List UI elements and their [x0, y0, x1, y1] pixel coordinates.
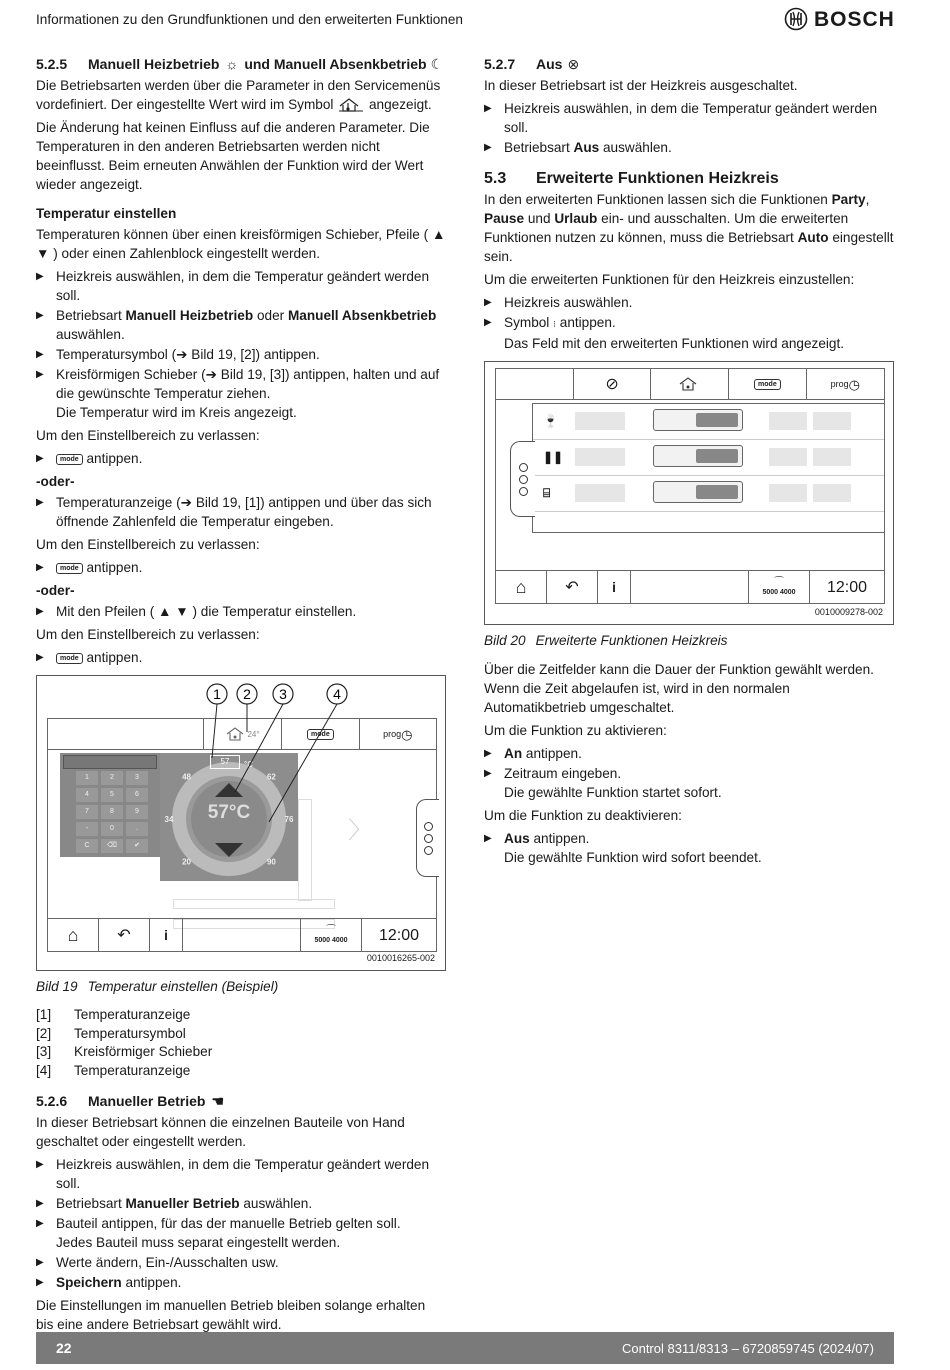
step-list	[36, 1155, 446, 1292]
off-icon: ⊗	[567, 56, 580, 72]
list-item: ▶ Zeitraum eingeben. Die gewählte Funktion startet sofort.	[484, 764, 894, 802]
figure-19	[36, 675, 446, 971]
tab-mode[interactable]	[728, 369, 805, 399]
list-item: ▶ mode antippen.	[36, 449, 446, 468]
info-button[interactable]	[598, 571, 631, 603]
legend-row	[36, 1062, 446, 1081]
right-column	[484, 55, 894, 871]
callout-number: 3	[279, 686, 287, 702]
paragraph: Die Änderung hat keinen Einfluss auf die anderen Parameter. Die Temperaturen in den anderen Betriebsarten werden nicht beeinflusst. Beim erneuten Anwählen der Funktion wird der Wert wieder angezeigt.	[36, 120, 430, 192]
time-field[interactable]	[813, 412, 851, 430]
sun-icon: ☼	[225, 56, 239, 72]
back-icon: ↶	[117, 926, 131, 944]
dial-tick-label: 76	[284, 815, 294, 824]
legend-value: Temperaturanzeige	[74, 1062, 191, 1078]
house-temperature-icon	[337, 97, 365, 113]
list-item: ▶ Symbol ⁝ antippen. Das Feld mit den erweiterten Funktionen wird angezeigt.	[484, 313, 894, 353]
section-5-2-6-heading: 5.2.6 Manueller Betrieb ☚	[36, 1093, 225, 1109]
list-item: ▶ Heizkreis auswählen.	[484, 293, 894, 312]
check-circle-icon: ⊘	[605, 375, 619, 393]
arrow-down-icon: ▼	[175, 604, 189, 619]
paragraph: Über die Zeitfelder kann die Dauer der Funktion gewählt werden. Wenn die Zeit abgelaufen ist, wird in den normalen Automatikbetrieb umgeschaltet.	[484, 662, 874, 715]
list-item: ▶ Werte ändern, Ein-/Ausschalten usw.	[36, 1253, 446, 1272]
list-item: ▶ Aus antippen. Die gewählte Funktion wird sofort beendet.	[484, 829, 894, 867]
callout-line	[212, 704, 217, 758]
callout-number: 1	[213, 686, 221, 702]
paragraph: Um die erweiterten Funktionen für den Heizkreis einzustellen:	[484, 272, 855, 287]
paragraph: Um die Funktion zu aktivieren:	[484, 723, 667, 738]
running-header: Informationen zu den Grundfunktionen und den erweiterten Funktionen	[36, 12, 463, 27]
keypad-key[interactable]: 6	[126, 788, 148, 802]
figure-caption: Bild 19 Temperatur einstellen (Beispiel)	[36, 979, 279, 994]
list-item: ▶ Temperaturanzeige (➔ Bild 19, [1]) antippen und über das sich öffnende Zahlenfeld die Temperatur eingeben.	[36, 493, 446, 531]
gauge-icon: ⌒	[774, 576, 784, 588]
mode-icon: mode	[307, 729, 334, 740]
paragraph: Um den Einstellbereich zu verlassen:	[36, 428, 260, 443]
or-separator: -oder-	[36, 583, 75, 598]
bottom-bar	[496, 570, 884, 603]
controller-screen	[495, 368, 885, 604]
circle-icon	[519, 487, 528, 496]
info-icon: i	[164, 927, 168, 943]
clock-icon: ◷	[401, 726, 413, 742]
legend-key: [4]	[36, 1062, 52, 1078]
pause-icon: ❚❚	[543, 450, 564, 464]
temperature-big: 57°C	[207, 802, 251, 823]
dial-tick-label: 34	[164, 815, 174, 824]
legend-value: Temperatursymbol	[74, 1025, 186, 1041]
hand-icon: ☚	[211, 1093, 225, 1109]
paragraph: Temperaturen können über einen kreisförmigen Schieber, Pfeile ( ▲ ▼ ) oder einen Zahlenblock eingestellt werden.	[36, 227, 446, 261]
function-row[interactable]	[533, 404, 884, 440]
time-field[interactable]	[769, 412, 807, 430]
clock-display: 12:00	[826, 578, 868, 596]
list-item: ▶ Kreisförmigen Schieber (➔ Bild 19, [3]) antippen, halten und auf die gewünschte Temperatur ziehen. Die Temperatur wird im Kreis angezeigt.	[36, 365, 446, 422]
keypad-key[interactable]: 1	[76, 771, 98, 785]
figure-id: 0010009278-002	[814, 607, 883, 617]
step-list	[36, 602, 446, 621]
arrow-up-icon: ▲	[158, 604, 176, 619]
legend-key: [3]	[36, 1044, 52, 1059]
figure-caption: Bild 20 Erweiterte Funktionen Heizkreis	[484, 633, 728, 648]
more-functions-button[interactable]	[510, 441, 535, 517]
toggle-switch[interactable]	[653, 481, 743, 503]
callout-line	[266, 704, 337, 822]
tab-auto[interactable]	[573, 369, 649, 399]
chevron-right-icon[interactable]: 〉	[348, 817, 372, 844]
subheading: Temperatur einstellen	[36, 206, 177, 221]
callout-line	[235, 704, 283, 792]
tab-temperature[interactable]	[650, 369, 728, 399]
circle-icon	[519, 463, 528, 472]
dial-tick-label: 20	[182, 857, 192, 867]
callout-number: 4	[333, 686, 341, 702]
list-item: ▶ Heizkreis auswählen, in dem die Temperatur geändert werden soll.	[36, 267, 446, 305]
step-list	[36, 267, 446, 422]
legend-value: Kreisförmiger Schieber	[74, 1044, 213, 1059]
circle-icon	[519, 475, 528, 484]
keypad-key[interactable]: 3	[126, 771, 148, 785]
power-gauge: ⌒ 5000 4000	[300, 919, 362, 951]
step-list	[36, 558, 446, 577]
step-list	[36, 449, 446, 468]
mode-icon: mode	[56, 653, 83, 664]
top-tab-bar	[496, 369, 884, 400]
legend-key: [1]	[36, 1007, 52, 1022]
callout-number: 2	[243, 686, 251, 702]
toggle-switch[interactable]	[653, 409, 743, 431]
function-row[interactable]	[533, 476, 884, 512]
keypad-key[interactable]: 5	[101, 788, 123, 802]
info-icon: i	[612, 579, 616, 595]
step-list	[484, 829, 894, 867]
keypad-key[interactable]: 9	[126, 805, 148, 819]
paragraph: Um die Funktion zu deaktivieren:	[484, 808, 682, 823]
list-item: ▶ Speichern antippen.	[36, 1273, 446, 1292]
time-field[interactable]	[813, 448, 851, 466]
mode-icon: mode	[56, 563, 83, 574]
function-row[interactable]	[533, 440, 884, 476]
tab-program[interactable]: prog ◷	[359, 719, 436, 749]
step-list	[484, 744, 894, 802]
dial-tick-label: 48	[182, 772, 192, 782]
time-field[interactable]	[813, 484, 851, 502]
keypad-key[interactable]: 8	[101, 805, 123, 819]
list-item: ▶ An antippen.	[484, 744, 894, 763]
section-5-2-7-heading: 5.2.7 Aus ⊗	[484, 56, 580, 72]
paragraph: In dieser Betriebsart ist der Heizkreis ausgeschaltet.	[484, 78, 798, 93]
step-list	[484, 293, 894, 353]
power-gauge: ⌒ 5000 4000	[748, 571, 810, 603]
step-list	[484, 99, 894, 157]
toggle-knob	[696, 449, 738, 463]
keypad-key[interactable]: .	[126, 822, 148, 836]
legend-value: Temperaturanzeige	[74, 1007, 191, 1022]
tab-program[interactable]: prog ◷	[806, 369, 884, 399]
list-item: ▶ Heizkreis auswählen, in dem die Temperatur geändert werden soll.	[484, 99, 894, 137]
list-item: ▶ mode antippen.	[36, 648, 446, 667]
keypad-key[interactable]: 0	[101, 822, 123, 836]
paragraph: Die Betriebsarten werden über die Parameter in den Servicemenüs vordefiniert. Der eingestellte Wert wird im Symbol angezeigt.	[36, 78, 441, 112]
keypad-key[interactable]: 7	[76, 805, 98, 819]
toggle-switch[interactable]	[653, 445, 743, 467]
figure-id: 0010016265-002	[366, 953, 435, 963]
figure-20	[484, 361, 894, 625]
keypad-key[interactable]: C	[76, 839, 98, 853]
list-item: ▶ Betriebsart Manueller Betrieb auswählen.	[36, 1194, 446, 1213]
three-dots-icon: ⁝	[553, 319, 556, 329]
bosch-logo	[784, 7, 895, 31]
party-glasses-icon: 🍷	[543, 414, 558, 428]
document-id: Control 8311/8313 – 6720859745 (2024/07)	[621, 1341, 874, 1356]
temperature-small: 57	[210, 755, 240, 769]
keypad-key[interactable]: -	[76, 822, 98, 836]
list-item: ▶ Betriebsart Manuell Heizbetrieb oder Manuell Absenkbetrieb auswählen.	[36, 306, 446, 344]
gauge-icon: ⌒	[326, 924, 336, 936]
legend-row	[36, 1043, 446, 1062]
dial-tick-label: 62	[266, 772, 276, 782]
arrow-down-icon: ▼	[36, 246, 50, 261]
paragraph: Die Einstellungen im manuellen Betrieb bleiben solange erhalten bis eine andere Betriebsart gewählt wird.	[36, 1298, 426, 1332]
list-item: ▶ mode antippen.	[36, 558, 446, 577]
house-temperature-icon	[678, 376, 700, 392]
temperature-dial-panel: 48 62 34 76 20 90 57 °C 57°C	[160, 753, 298, 881]
section-5-2-5-heading: 5.2.5 Manuell Heizbetrieb ☼ und Manuell Absenkbetrieb ☾	[36, 56, 444, 72]
clock-icon: ◷	[848, 376, 860, 392]
bosch-armature-icon	[784, 7, 808, 31]
keypad-key[interactable]: 2	[101, 771, 123, 785]
callout-lines	[37, 676, 445, 970]
clock-display: 12:00	[378, 926, 420, 944]
home-icon: ⌂	[67, 924, 79, 945]
paragraph: In dieser Betriebsart können die einzelnen Bauteile von Hand geschaltet oder eingestellt werden.	[36, 1115, 405, 1149]
paragraph: Um den Einstellbereich zu verlassen:	[36, 627, 260, 642]
list-item: ▶ Mit den Pfeilen ( ▲ ▼ ) die Temperatur einstellen.	[36, 602, 446, 621]
time-field[interactable]	[575, 412, 625, 430]
back-icon: ↶	[565, 578, 579, 596]
paragraph: In den erweiterten Funktionen lassen sich die Funktionen Party, Pause und Urlaub ein- und ausschalten. Um die erweiterten Funktionen nutzen zu können, muss die Betriebsart Auto eingestellt sein.	[484, 192, 894, 264]
home-icon: ⌂	[515, 576, 527, 597]
brand-name: BOSCH	[814, 7, 895, 31]
mode-icon: mode	[56, 454, 83, 465]
dial-tick-label: 90	[266, 857, 276, 867]
keypad-key[interactable]: 4	[76, 788, 98, 802]
time-field[interactable]	[769, 448, 807, 466]
keypad-key[interactable]: ⌫	[101, 839, 123, 853]
list-item: ▶ Heizkreis auswählen, in dem die Temperatur geändert werden soll.	[36, 1155, 446, 1193]
extended-functions-panel	[532, 403, 884, 533]
mode-icon: mode	[754, 379, 781, 390]
suitcase-icon: ⌸	[543, 486, 551, 500]
legend-key: [2]	[36, 1025, 52, 1041]
home-button[interactable]	[496, 571, 547, 603]
page-footer	[36, 1332, 894, 1364]
toggle-knob	[696, 485, 738, 499]
legend-row	[36, 1006, 446, 1025]
page-number: 22	[56, 1340, 72, 1356]
paragraph: Um den Einstellbereich zu verlassen:	[36, 537, 260, 552]
legend-row	[36, 1025, 446, 1044]
back-button[interactable]	[547, 571, 598, 603]
moon-icon: ☾	[430, 56, 444, 72]
time-field[interactable]	[769, 484, 807, 502]
tab-temperature[interactable]: 24°	[203, 719, 281, 749]
toggle-knob	[696, 413, 738, 427]
figure-legend	[36, 1006, 446, 1080]
list-item: ▶ Temperatursymbol (➔ Bild 19, [2]) antippen.	[36, 345, 446, 364]
arrow-up-icon: ▲	[431, 227, 446, 242]
time-field[interactable]	[575, 484, 625, 502]
list-item: ▶ Bauteil antippen, für das der manuelle Betrieb gelten soll. Jedes Bauteil muss separat eingestellt werden.	[36, 1214, 446, 1252]
list-item: ▶ Betriebsart Aus auswählen.	[484, 138, 894, 157]
or-separator: -oder-	[36, 474, 75, 489]
time-field[interactable]	[575, 448, 625, 466]
step-list	[36, 493, 446, 531]
keypad-key[interactable]: ✔	[126, 839, 148, 853]
left-column	[36, 55, 446, 1338]
step-list	[36, 648, 446, 667]
section-5-3-heading: 5.3 Erweiterte Funktionen Heizkreis	[484, 170, 779, 187]
